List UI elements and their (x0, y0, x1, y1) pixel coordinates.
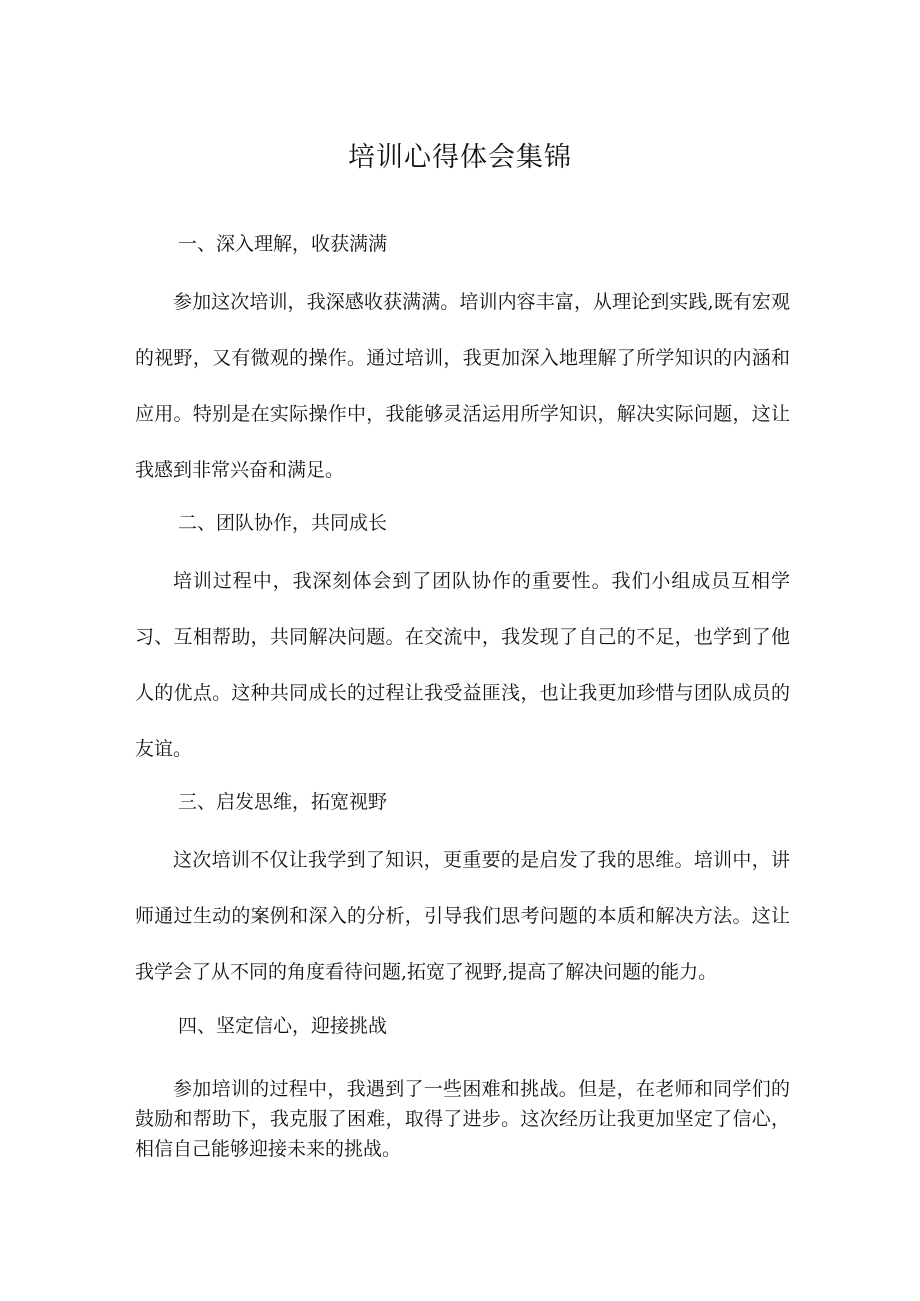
section-heading-2: 二、团队协作，共同成长 (178, 512, 388, 534)
section-heading-3: 三、启发思维，拓宽视野 (178, 791, 388, 813)
section-paragraph-2: 培训过程中，我深刻体会到了团队协作的重要性。我们小组成员互相学习、互相帮助，共同解决问题。在交流中，我发现了自己的不足，也学到了他人的优点。这种共同成长的过程让我受益匪浅，也让我更加珍惜与团队成员的友谊。 (135, 570, 790, 760)
section-paragraph-1: 参加这次培训，我深感收获满满。培训内容丰富，从理论到实践,既有宏观的视野，又有微观的操作。通过培训，我更加深入地理解了所学知识的内涵和应用。特别是在实际操作中，我能够灵活运用所学知识，解决实际问题，这让我感到非常兴奋和满足。 (135, 291, 790, 481)
document-title: 培训心得体会集锦 (348, 142, 572, 173)
section-paragraph-4: 参加培训的过程中，我遇到了一些困难和挑战。但是，在老师和同学们的鼓励和帮助下，我克服了困难，取得了进步。这次经历让我更加坚定了信心，相信自己能够迎接未来的挑战。 (135, 1078, 790, 1160)
section-heading-4: 四、坚定信心，迎接挑战 (178, 1015, 388, 1037)
section-paragraph-3: 这次培训不仅让我学到了知识，更重要的是启发了我的思维。培训中，讲师通过生动的案例和深入的分析，引导我们思考问题的本质和解决方法。这让我学会了从不同的角度看待问题,拓宽了视野,提高了解决问题的能力。 (135, 849, 790, 983)
section-heading-1: 一、深入理解，收获满满 (178, 233, 388, 255)
